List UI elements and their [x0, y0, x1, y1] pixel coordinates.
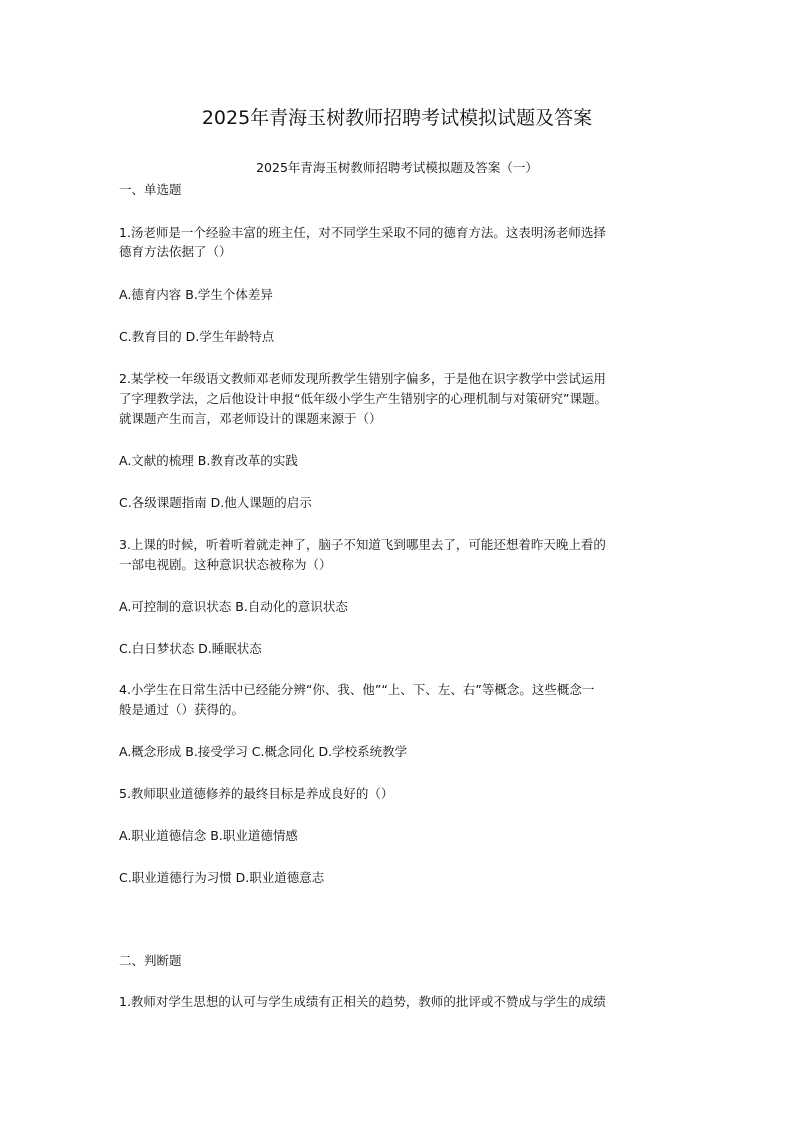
question-2-stem-line-1: 2.某学校一年级语文教师邓老师发现所教学生错别字偏多，于是他在识字教学中尝试运用: [119, 371, 606, 386]
question-4-options: A.概念形成 B.接受学习 C.概念同化 D.学校系统教学: [119, 744, 408, 759]
question-1-stem-line-1: 1.汤老师是一个经验丰富的班主任，对不同学生采取不同的德育方法。这表明汤老师选择: [119, 225, 606, 240]
question-2-stem-line-3: 就课题产生而言，邓老师设计的课题来源于（）: [119, 411, 382, 426]
section-heading-single-choice: 一、单选题: [119, 182, 182, 197]
document-title: 2025年青海玉树教师招聘考试模拟试题及答案: [201, 107, 593, 129]
question-3-options-ab: A.可控制的意识状态 B.自动化的意识状态: [119, 599, 348, 614]
tf-question-1-stem-line-1: 1.教师对学生思想的认可与学生成绩有正相关的趋势，教师的批评或不赞成与学生的成绩: [119, 994, 606, 1009]
section-heading-true-false: 二、判断题: [119, 953, 182, 968]
question-1-options-ab: A.德育内容 B.学生个体差异: [119, 287, 273, 302]
question-1-options-cd: C.教育目的 D.学生年龄特点: [119, 329, 275, 344]
question-1-stem-line-2: 德育方法依据了（）: [119, 244, 232, 259]
document-subtitle: 2025年青海玉树教师招聘考试模拟题及答案（一）: [256, 160, 538, 175]
question-3-stem-line-2: 一部电视剧。这种意识状态被称为（）: [119, 557, 332, 572]
question-3-options-cd: C.白日梦状态 D.睡眠状态: [119, 641, 262, 656]
question-5-stem-line-1: 5.教师职业道德修养的最终目标是养成良好的（）: [119, 786, 394, 801]
question-2-stem-line-2: 了字理教学法，之后他设计申报“低年级小学生产生错别字的心理机制与对策研究”课题。: [119, 391, 607, 406]
question-5-options-ab: A.职业道德信念 B.职业道德情感: [119, 828, 298, 843]
question-4-stem-line-2: 般是通过（）获得的。: [119, 702, 245, 717]
question-5-options-cd: C.职业道德行为习惯 D.职业道德意志: [119, 870, 325, 885]
question-4-stem-line-1: 4.小学生在日常生活中已经能分辨“你、我、他”“上、下、左、右”等概念。这些概念一: [119, 682, 595, 697]
question-3-stem-line-1: 3.上课的时候，听着听着就走神了，脑子不知道飞到哪里去了，可能还想着昨天晚上看的: [119, 537, 606, 552]
question-2-options-ab: A.文献的梳理 B.教育改革的实践: [119, 453, 298, 468]
question-2-options-cd: C.各级课题指南 D.他人课题的启示: [119, 495, 312, 510]
